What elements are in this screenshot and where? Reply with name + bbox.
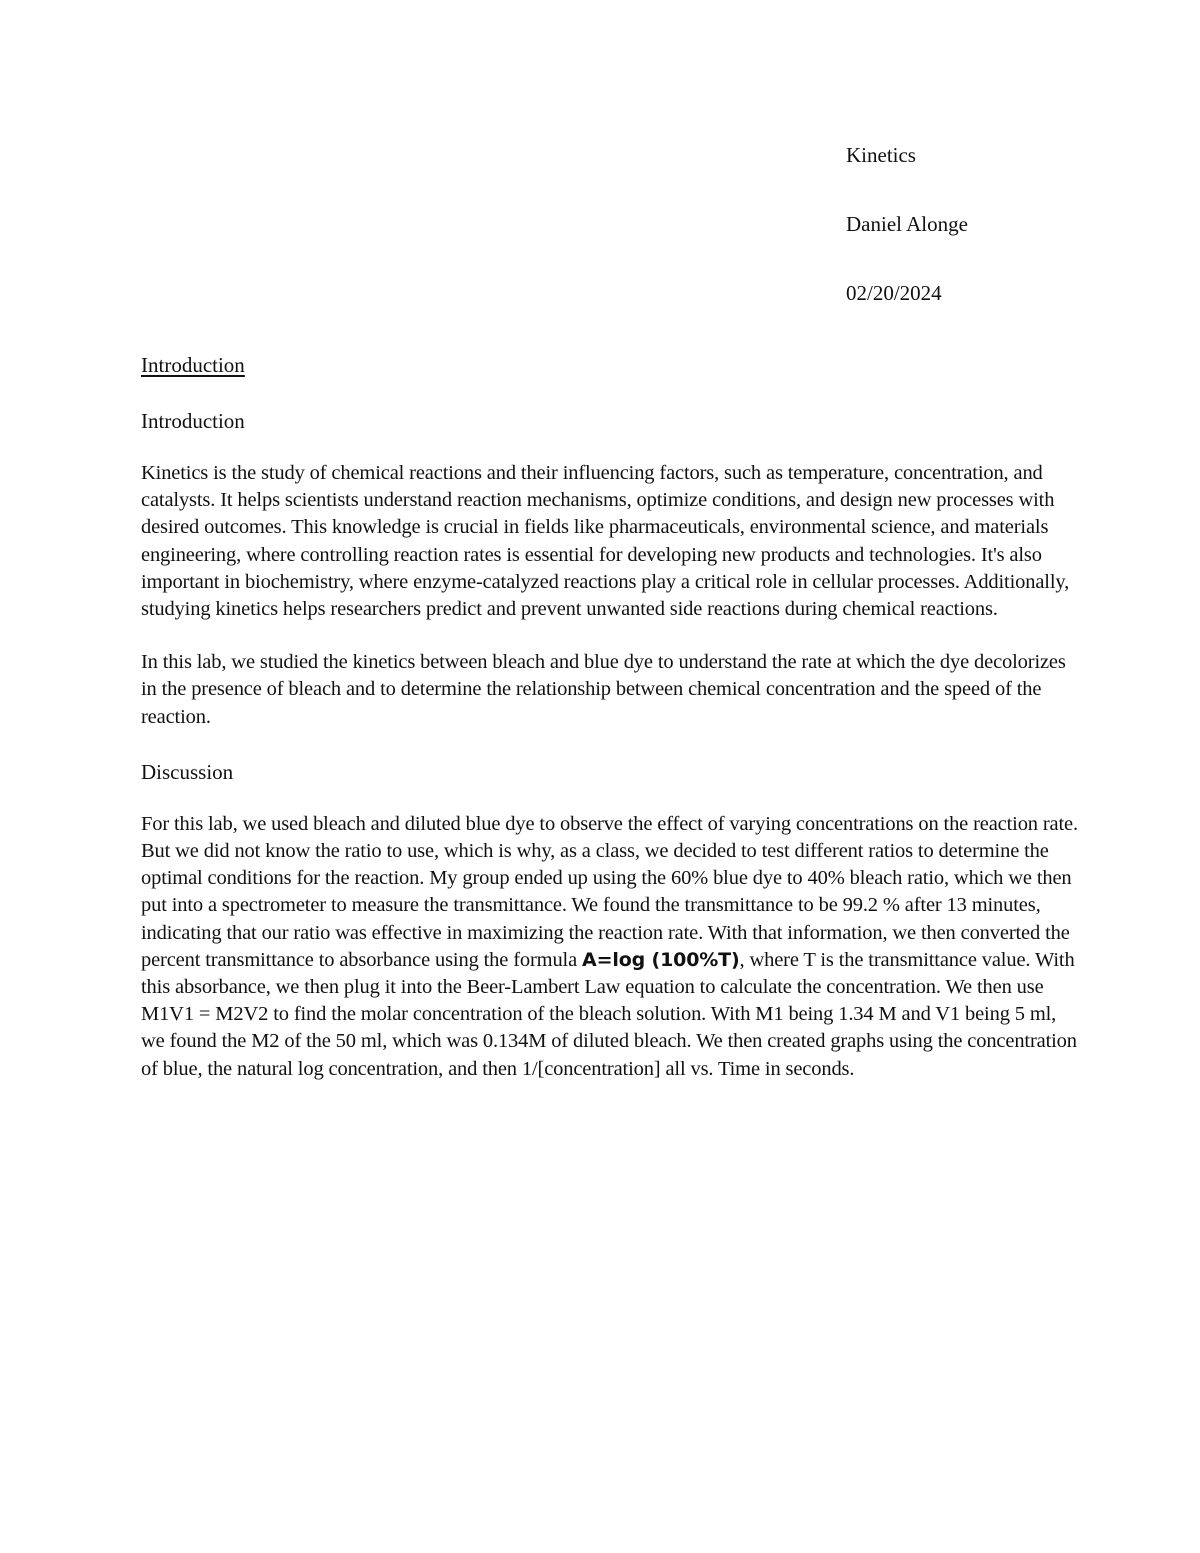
document-body (141, 350, 1081, 1109)
discussion-text-part-2: , where T is the transmittance value. With this absorbance, we then plug it into the Beer-Lambert Law equation to calculate the concentration. We then use M1V1 = M2V2 to find the molar concentration of the bleach solution. With M1 being 1.34 M and V1 being 5 ml, we found the M2 of the 50 ml, which was 0.134M of diluted bleach. We then created graphs using the concentration of blue, the natural log concentration, and then 1/[concentration] all vs. Time in seconds. (141, 948, 1077, 1080)
intro-paragraph-2: In this lab, we studied the kinetics between bleach and blue dye to understand the rate at which the dye decolorizes in the presence of bleach and to determine the relationship between chemical concentration and the speed of the reaction. (141, 651, 1066, 728)
header-block (846, 140, 1146, 347)
discussion-paragraph (141, 811, 1081, 1083)
document-date: 02/20/2024 (846, 281, 942, 305)
section-heading-introduction: Introduction (141, 409, 245, 433)
author-name: Daniel Alonge (846, 212, 968, 236)
document-title: Kinetics (846, 143, 916, 167)
section-heading-introduction-underlined: Introduction (141, 353, 245, 377)
intro-paragraph-1: Kinetics is the study of chemical reactions and their influencing factors, such as temperature, concentration, and catalysts. It helps scientists understand reaction mechanisms, optimize conditions, and design new processes with desired outcomes. This knowledge is crucial in fields like pharmaceuticals, environmental science, and materials engineering, where controlling reaction rates is essential for developing new products and technologies. It's also important in biochemistry, where enzyme-catalyzed reactions play a critical role in cellular processes. Additionally, studying kinetics helps researchers predict and prevent unwanted side reactions during chemical reactions. (141, 462, 1070, 621)
section-heading-discussion: Discussion (141, 759, 234, 784)
absorbance-formula: A=log (100%T) (582, 948, 740, 971)
discussion-text-part-1: For this lab, we used bleach and diluted blue dye to observe the effect of varying concentrations on the reaction rate. But we did not know the ratio to use, which is why, as a class, we decided to test different ratios to determine the optimal conditions for the reaction. My group ended up using the 60% blue dye to 40% bleach ratio, which we then put into a spectrometer to measure the transmittance. We found the transmittance to be 99.2 % after 13 minutes, indicating that our ratio was effective in maximizing the reaction rate. With that information, we then converted the percent transmittance to absorbance using the formula (141, 812, 1078, 971)
